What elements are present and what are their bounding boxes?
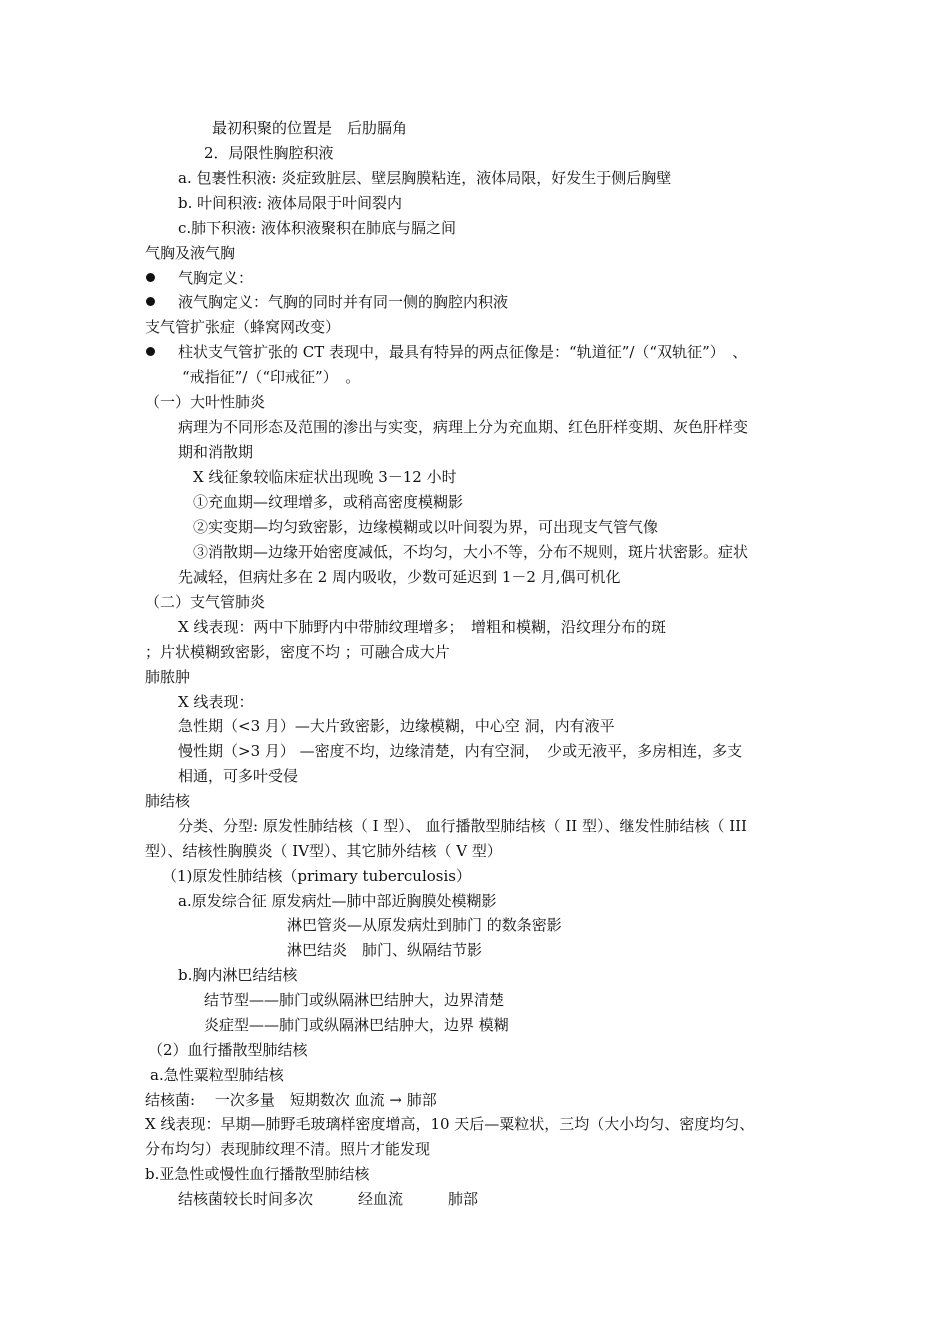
text-line: X 线表现： xyxy=(178,693,254,711)
section-heading: 支气管扩张症（蜂窝网改变） xyxy=(145,318,341,336)
text-line: 相通，可多叶受侵 xyxy=(178,767,299,785)
text-line: ③消散期—边缘开始密度减低，不均匀，大小不等，分布不规则，斑片状密影。症状 xyxy=(193,543,749,561)
bullet-icon xyxy=(146,347,155,356)
text-line: b.亚急性或慢性血行播散型肺结核 xyxy=(145,1165,370,1183)
text-line: 病理为不同形态及范围的渗出与实变，病理上分为充血期、红色肝样变期、灰色肝样变 xyxy=(178,418,749,436)
text-line: 最初积聚的位置是 后肋膈角 xyxy=(212,119,408,137)
section-heading: 2．局限性胸腔积液 xyxy=(204,144,334,162)
section-heading: （2）血行播散型肺结核 xyxy=(148,1041,308,1059)
text-line: 淋巴结炎 肺门、纵隔结节影 xyxy=(287,941,483,959)
section-heading: （1)原发性肺结核（primary tuberculosis） xyxy=(162,867,471,885)
text-line: c.肺下积液: 液体积液聚积在肺底与膈之间 xyxy=(178,219,456,237)
text-line: b.胸内淋巴结结核 xyxy=(178,966,298,984)
section-heading: 肺脓肿 xyxy=(145,668,191,686)
text-line: 期和消散期 xyxy=(178,443,254,461)
bullet-icon xyxy=(146,273,155,282)
text-line: 急性期（<3 月）—大片致密影，边缘模糊，中心空 洞，内有液平 xyxy=(178,717,615,735)
text-line: 型）、结核性胸膜炎（ IV型）、其它肺外结核（ V 型） xyxy=(145,842,502,860)
section-heading: （一）大叶性肺炎 xyxy=(145,393,266,411)
text-line: X 线表现：早期—肺野毛玻璃样密度增高，10 天后—粟粒状，三均（大小均匀、密度均匀、 xyxy=(145,1115,755,1133)
text-line: b. 叶间积液: 液体局限于叶间裂内 xyxy=(178,194,402,212)
bullet-icon xyxy=(146,297,155,306)
text-line: a. 包裹性积液: 炎症致脏层、壁层胸膜粘连，液体局限，好发生于侧后胸壁 xyxy=(178,169,672,187)
text-line: 分布均匀）表现肺纹理不清。照片才能发现 xyxy=(145,1140,431,1158)
text-line: 淋巴管炎—从原发病灶到肺门 的数条密影 xyxy=(287,916,562,934)
text-line: ①充血期—纹理增多，或稍高密度模糊影 xyxy=(193,493,464,511)
text-line: ；片状模糊致密影，密度不均 ；可融合成大片 xyxy=(145,643,450,661)
text-line: a.急性粟粒型肺结核 xyxy=(150,1066,284,1084)
text-line: ②实变期—均匀致密影，边缘模糊或以叶间裂为界，可出现支气管气像 xyxy=(193,518,659,536)
section-heading: （二）支气管肺炎 xyxy=(145,593,266,611)
text-line: a.原发综合征 原发病灶—肺中部近胸膜处模糊影 xyxy=(178,892,497,910)
section-heading: 肺结核 xyxy=(145,792,191,810)
bullet-item: 柱状支气管扩张的 CT 表现中，最具有特异的两点征像是：“轨道征”/（“双轨征”） 、 xyxy=(178,343,748,361)
text-line: 先减轻，但病灶多在 2 周内吸收，少数可延迟到 1－2 月,偶可机化 xyxy=(178,568,621,586)
section-heading: 气胸及液气胸 xyxy=(145,244,236,262)
text-line: X 线表现：两中下肺野内中带肺纹理增多； 增粗和模糊，沿纹理分布的斑 xyxy=(178,618,666,636)
text-line: X 线征象较临床症状出现晚 3－12 小时 xyxy=(193,468,457,486)
text-line: 结核菌: 一次多量 短期数次 血流 → 肺部 xyxy=(145,1091,437,1109)
text-line: 慢性期（>3 月） —密度不均，边缘清楚，内有空洞， 少或无液平，多房相连，多支 xyxy=(178,742,743,760)
text-line: 分类、分型: 原发性肺结核（ I 型）、 血行播散型肺结核（ II 型）、继发性肺结核（ III xyxy=(178,817,747,835)
text-line: 结核菌较长时间多次 经血流 肺部 xyxy=(178,1190,479,1208)
bullet-item: 气胸定义： xyxy=(178,269,254,287)
text-line: 结节型——肺门或纵隔淋巴结肿大，边界清楚 xyxy=(204,991,505,1009)
bullet-item: 液气胸定义：气胸的同时并有同一侧的胸腔内积液 xyxy=(178,293,509,311)
text-line: “戒指征”/（“印戒征”） 。 xyxy=(182,368,361,386)
text-line: 炎症型——肺门或纵隔淋巴结肿大，边界 模糊 xyxy=(204,1016,509,1034)
